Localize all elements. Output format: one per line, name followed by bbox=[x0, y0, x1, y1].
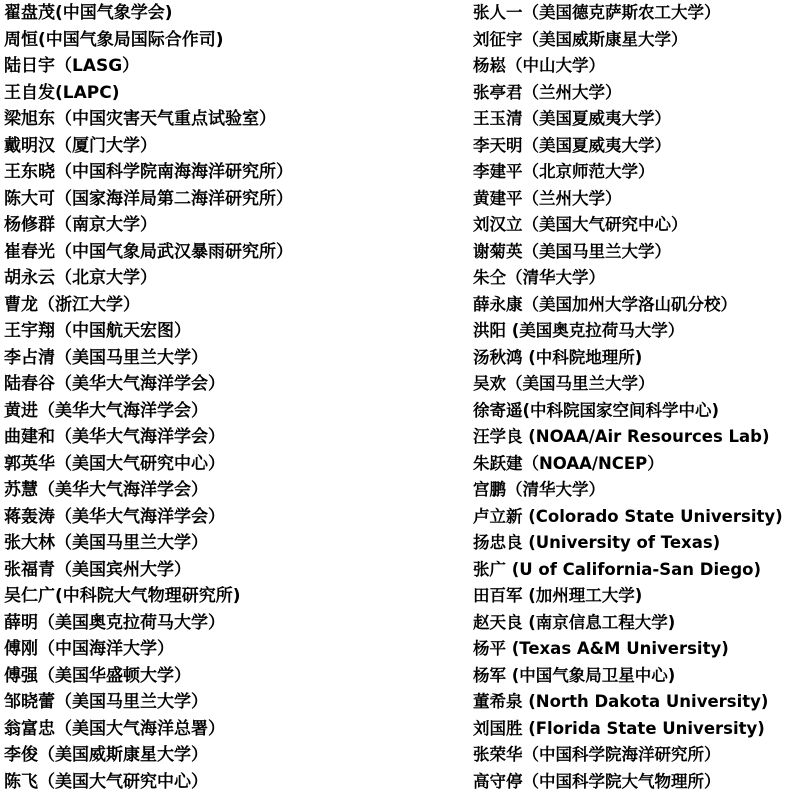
member-entry: 李建平（北京师范大学） bbox=[473, 162, 655, 181]
member-entry: 翁富忠（美国大气海洋总署） bbox=[4, 718, 225, 739]
member-entry: 王自发(LAPC) bbox=[4, 82, 120, 103]
member-entry: 李占清（美国马里兰大学） bbox=[4, 347, 208, 368]
member-entry: 田百军 (加州理工大学) bbox=[473, 586, 643, 605]
member-entry: 蒋轰涛（美华大气海洋学会） bbox=[4, 506, 225, 527]
member-entry: 宫鹏（清华大学） bbox=[473, 480, 605, 499]
member-entry: 卢立新 (Colorado State University) bbox=[473, 506, 783, 526]
member-entry: 杨崧（中山大学） bbox=[473, 56, 605, 75]
member-entry: 张广 (U of California-San Diego) bbox=[473, 559, 762, 579]
member-entry: 曲建和（美华大气海洋学会） bbox=[4, 427, 225, 447]
member-entry: 董希泉 (North Dakota University) bbox=[473, 692, 769, 711]
member-entry: 洪阳 (美国奥克拉荷马大学） bbox=[473, 321, 685, 340]
member-entry: 朱跃建（NOAA/NCEP） bbox=[473, 453, 664, 473]
member-entry: 邹晓蕾（美国马里兰大学） bbox=[4, 692, 208, 712]
member-entry: 戴明汉（厦门大学） bbox=[4, 135, 157, 156]
member-entry: 陆日宇（LASG） bbox=[4, 56, 140, 76]
member-entry: 陈飞（美国大气研究中心） bbox=[4, 771, 208, 792]
member-entry: 胡永云（北京大学） bbox=[4, 268, 157, 288]
member-entry: 吴仁广(中科院大气物理研究所) bbox=[4, 586, 241, 606]
member-entry: 梁旭东（中国灾害天气重点试验室） bbox=[4, 109, 276, 129]
member-entry: 张福青（美国宾州大学） bbox=[4, 559, 191, 580]
member-entry: 谢菊英（美国马里兰大学） bbox=[473, 241, 671, 261]
member-entry: 扬忠良 (University of Texas) bbox=[473, 533, 721, 552]
member-entry: 刘汉立（美国大气研究中心） bbox=[473, 215, 688, 234]
member-entry: 傅强（美国华盛顿大学） bbox=[4, 665, 191, 686]
member-entry: 杨军 (中国气象局卫星中心) bbox=[473, 665, 676, 685]
member-entry: 黄建平（兰州大学） bbox=[473, 188, 622, 208]
member-entry: 李天明（美国夏威夷大学） bbox=[473, 135, 671, 155]
left-name-column bbox=[4, 0, 464, 795]
member-entry: 王宇翔（中国航天宏图） bbox=[4, 321, 191, 341]
member-entry: 薛永康（美国加州大学洛山矶分校） bbox=[473, 294, 737, 314]
member-entry: 黄进（美华大气海洋学会） bbox=[4, 400, 208, 421]
member-entry: 赵天良 (南京信息工程大学) bbox=[473, 612, 676, 632]
member-entry: 张大林（美国马里兰大学） bbox=[4, 533, 208, 553]
member-entry: 陆春谷（美华大气海洋学会） bbox=[4, 374, 225, 394]
member-entry: 杨平 (Texas A&M University) bbox=[473, 639, 729, 658]
member-entry: 汤秋鸿 (中科院地理所) bbox=[473, 347, 643, 367]
member-entry: 王东晓（中国科学院南海海洋研究所） bbox=[4, 162, 293, 182]
member-entry: 张亭君（兰州大学） bbox=[473, 82, 622, 102]
member-entry: 傅刚（中国海洋大学） bbox=[4, 639, 174, 659]
right-name-column bbox=[473, 0, 800, 795]
member-entry: 陈大可（国家海洋局第二海洋研究所） bbox=[4, 188, 293, 209]
member-entry: 高守停（中国科学院大气物理所） bbox=[473, 771, 721, 791]
member-entry: 汪学良 (NOAA/Air Resources Lab) bbox=[473, 427, 770, 446]
member-entry: 曹龙（浙江大学） bbox=[4, 294, 140, 315]
member-entry: 张人一（美国德克萨斯农工大学） bbox=[473, 3, 721, 22]
member-entry: 郭英华（美国大气研究中心） bbox=[4, 453, 225, 474]
member-entry: 徐寄遥(中科院国家空间科学中心) bbox=[473, 400, 720, 420]
member-entry: 吴欢（美国马里兰大学） bbox=[473, 374, 655, 393]
member-entry: 苏慧（美华大气海洋学会） bbox=[4, 480, 208, 500]
member-entry: 周恒(中国气象局国际合作司) bbox=[4, 29, 224, 50]
member-entry: 翟盘茂(中国气象学会) bbox=[4, 3, 173, 23]
member-entry: 朱仝（清华大学） bbox=[473, 268, 605, 287]
member-entry: 刘国胜 (Florida State University) bbox=[473, 718, 765, 738]
member-entry: 王玉清（美国夏威夷大学） bbox=[473, 109, 671, 128]
member-entry: 崔春光（中国气象局武汉暴雨研究所） bbox=[4, 241, 293, 262]
member-entry: 张荣华（中国科学院海洋研究所） bbox=[473, 745, 721, 764]
member-entry: 杨修群（南京大学） bbox=[4, 215, 157, 235]
member-entry: 薛明（美国奥克拉荷马大学） bbox=[4, 612, 225, 633]
member-entry: 刘征宇（美国威斯康星大学） bbox=[473, 29, 688, 49]
member-entry: 李俊（美国威斯康星大学） bbox=[4, 745, 208, 765]
